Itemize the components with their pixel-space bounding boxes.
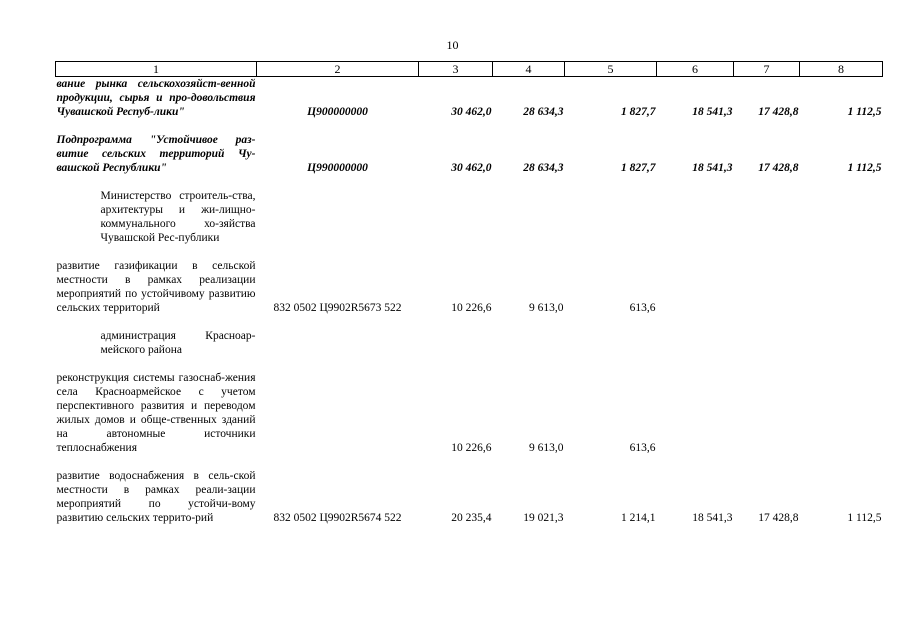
row-description: Министерство строитель-ства, архитектуры и жи-лищно-коммунального хо-зяйства Чувашской Рес-публики <box>100 190 256 244</box>
row-value <box>800 329 883 357</box>
row-value: 28 634,3 <box>523 106 564 118</box>
column-header: 6 <box>657 62 734 77</box>
table-row <box>56 259 883 315</box>
row-description: вание рынка сельскохозяйст-венной продукции, сырья и про-довольствия Чувашской Респуб-лики" <box>56 78 256 118</box>
row-value <box>657 259 734 315</box>
row-description: развитие газификации в сельской местности в рамках реализации мероприятий по устойчивому развитию сельских территорий <box>56 260 256 314</box>
row-value: 613,6 <box>629 302 656 314</box>
budget-table <box>55 61 883 525</box>
row-value <box>734 189 800 245</box>
row-value: 1 112,5 <box>847 162 882 174</box>
row-value: 18 541,3 <box>692 512 733 524</box>
row-value <box>657 329 734 357</box>
row-value: 1 827,7 <box>621 162 656 174</box>
row-code <box>257 371 419 455</box>
column-header: 2 <box>257 62 419 77</box>
row-code <box>257 189 419 245</box>
row-value <box>419 189 493 245</box>
row-value: 613,6 <box>629 442 656 454</box>
header-row <box>56 62 883 77</box>
row-value <box>565 329 657 357</box>
row-value: 18 541,3 <box>692 106 733 118</box>
row-value <box>734 329 800 357</box>
table-row <box>56 371 883 455</box>
row-code: 832 0502 Ц9902R5674 522 <box>273 512 402 524</box>
table-row <box>56 189 883 245</box>
row-value <box>734 259 800 315</box>
row-code: Ц990000000 <box>307 162 368 174</box>
page-number: 10 <box>446 38 459 52</box>
row-value <box>565 189 657 245</box>
row-value <box>657 189 734 245</box>
column-header: 1 <box>56 62 257 77</box>
row-code: 832 0502 Ц9902R5673 522 <box>273 302 402 314</box>
row-value: 19 021,3 <box>523 512 564 524</box>
row-value: 10 226,6 <box>451 302 492 314</box>
row-value: 30 462,0 <box>451 162 492 174</box>
row-value: 9 613,0 <box>529 442 564 454</box>
row-value: 17 428,8 <box>758 106 799 118</box>
table-row <box>56 469 883 525</box>
row-value <box>734 371 800 455</box>
table-row <box>56 133 883 175</box>
row-description: реконструкция системы газоснаб-жения села Красноармейское с учетом перспективного развития и переводом жилых домов и обще-ственных зданий на автономные источники теплоснабжения <box>56 372 256 454</box>
row-value <box>493 329 565 357</box>
row-description: Подпрограмма "Устойчивое раз-витие сельских территорий Чу-вашской Республики" <box>56 134 256 174</box>
row-value: 20 235,4 <box>451 512 492 524</box>
row-description: развитие водоснабжения в сель-ской местности в рамках реали-зации мероприятий по устойчи-вому развитию сельских террито-рий <box>56 470 256 524</box>
row-value: 30 462,0 <box>451 106 492 118</box>
row-value: 10 226,6 <box>451 442 492 454</box>
row-value <box>800 371 883 455</box>
row-value <box>493 189 565 245</box>
row-code <box>257 329 419 357</box>
row-value: 28 634,3 <box>523 162 564 174</box>
column-header: 7 <box>734 62 800 77</box>
row-value: 17 428,8 <box>758 162 799 174</box>
row-value: 1 827,7 <box>621 106 656 118</box>
row-value <box>800 259 883 315</box>
row-value <box>800 189 883 245</box>
row-value: 1 214,1 <box>621 512 656 524</box>
column-header: 8 <box>800 62 883 77</box>
table-row <box>56 77 883 120</box>
row-value: 1 112,5 <box>847 106 882 118</box>
row-value: 1 112,5 <box>847 512 882 524</box>
row-value <box>657 371 734 455</box>
column-header: 4 <box>493 62 565 77</box>
row-value: 18 541,3 <box>692 162 733 174</box>
row-value: 17 428,8 <box>758 512 799 524</box>
row-code: Ц900000000 <box>307 106 368 118</box>
row-value: 9 613,0 <box>529 302 564 314</box>
table-row <box>56 329 883 357</box>
column-header: 3 <box>419 62 493 77</box>
column-header: 5 <box>565 62 657 77</box>
row-value <box>419 329 493 357</box>
row-description: администрация Красноар-мейского района <box>100 330 256 356</box>
